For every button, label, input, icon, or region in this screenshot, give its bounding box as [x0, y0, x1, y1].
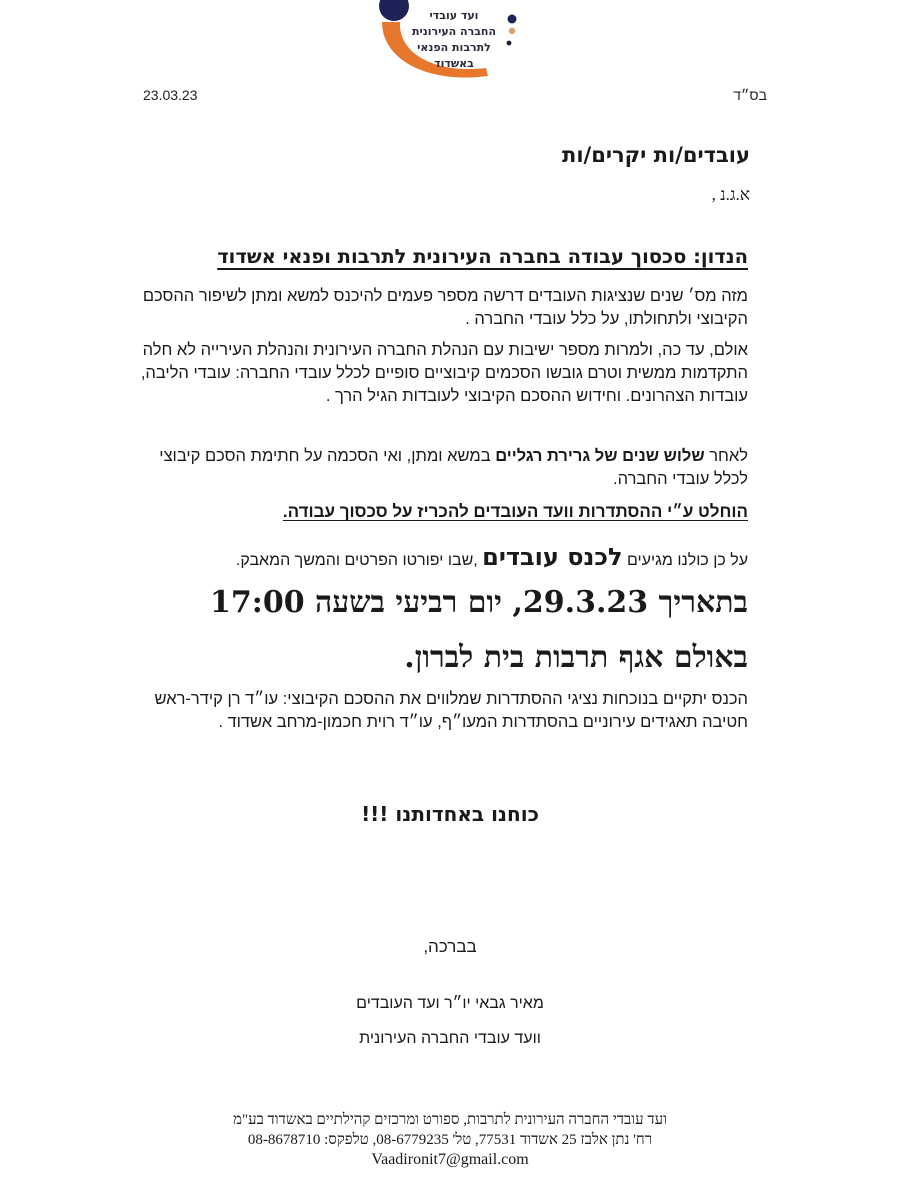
slogan: כוחנו באחדותנו !!! [361, 802, 539, 826]
call-prefix: על כן כולנו מגיעים [622, 552, 748, 569]
call-to-assembly [236, 543, 748, 571]
logo-line: החברה העירונית [411, 25, 497, 38]
paragraph-background: אולם, עד כה, ולמרות מספר ישיבות עם הנהלת החברה העירונית והנהלת העירייה לא חלה התקדמות ממשית וטרם גובשו הסכמים קיבוציים סופיים לכלל עובדי החברה: עובדי הליבה, עובדות הצהרונים. וחידוש ההסכם הקיבוצי לעובדות הגיל הרך . [140, 341, 748, 405]
logo-line: באשדוד [434, 57, 474, 70]
call-suffix: ,שבו יפורטו הפרטים והמשך המאבק. [235, 552, 483, 569]
p3-prefix: לאחר [704, 447, 748, 465]
paragraph-intro: מזה מס׳ שנים שנציגות העובדים דרשה מספר פעמים להיכנס למשא ומתן לשיפור ההסכם הקיבוצי ולתחולתו, על כלל עובדי החברה . [142, 287, 748, 328]
closing-regards: בברכה, [423, 937, 477, 956]
footer-email: Vaadironit7@gmail.com [371, 1151, 529, 1168]
p3-suffix: במשא ומתן, ואי הסכמה על חתימת הסכם קיבוצי לכלל עובדי החברה. [159, 447, 748, 488]
bsd-header: בס״ד [733, 87, 767, 103]
footer-address: רח' נתן אלבז 25 אשדוד 77531, טל' 08-6779235, טלפקס: 08-8678710 [247, 1132, 653, 1148]
salutation: עובדים/ות יקרים/ות [561, 143, 750, 167]
paragraph-delay [128, 445, 748, 491]
signer-org: וועד עובדי החברה העירונית [359, 1030, 541, 1047]
footer-org-name: ועד עובדי החברה העירונית לתרבות, ספורט ומרכזים קהילתיים באשדוד בע"מ [233, 1112, 667, 1128]
event-location: באולם אגף תרבות בית לברון. [404, 640, 748, 675]
subject-line: הנדון: סכסוך עבודה בחברה העירונית לתרבות ופנאי אשדוד [217, 245, 748, 268]
letter-date: 23.03.23 [143, 87, 198, 103]
logo-line: ועד עובדי [429, 9, 479, 22]
event-datetime: בתאריך 29.3.23, יום רביעי בשעה 17:00 [210, 585, 748, 620]
p3-emphasis: שלוש שנים של גרירת רגליים [495, 447, 705, 465]
decision-statement: הוחלט ע״י ההסתדרות וועד העובדים להכריז על סכסוך עבודה. [282, 502, 748, 521]
greeting-abbrev: א.ג.נ , [711, 185, 750, 204]
letter-footer [0, 1110, 900, 1170]
signer-name: מאיר גבאי יו״ר ועד העובדים [356, 995, 544, 1012]
paragraph-attendance: הכנס יתקיים בנוכחות נציגי ההסתדרות שמלווים את ההסכם הקיבוצי: עו״ד רן קידר-ראש חטיבה תאגידים עירוניים בהסתדרות המעו״ף, עו״ד רוית חכמון-מרחב אשדוד . [154, 690, 748, 731]
logo-line: לתרבות הפנאי [417, 41, 491, 54]
call-emphasis: לכנס עובדים [482, 543, 623, 571]
committee-logo [378, 0, 538, 84]
logo-text [406, 8, 502, 72]
